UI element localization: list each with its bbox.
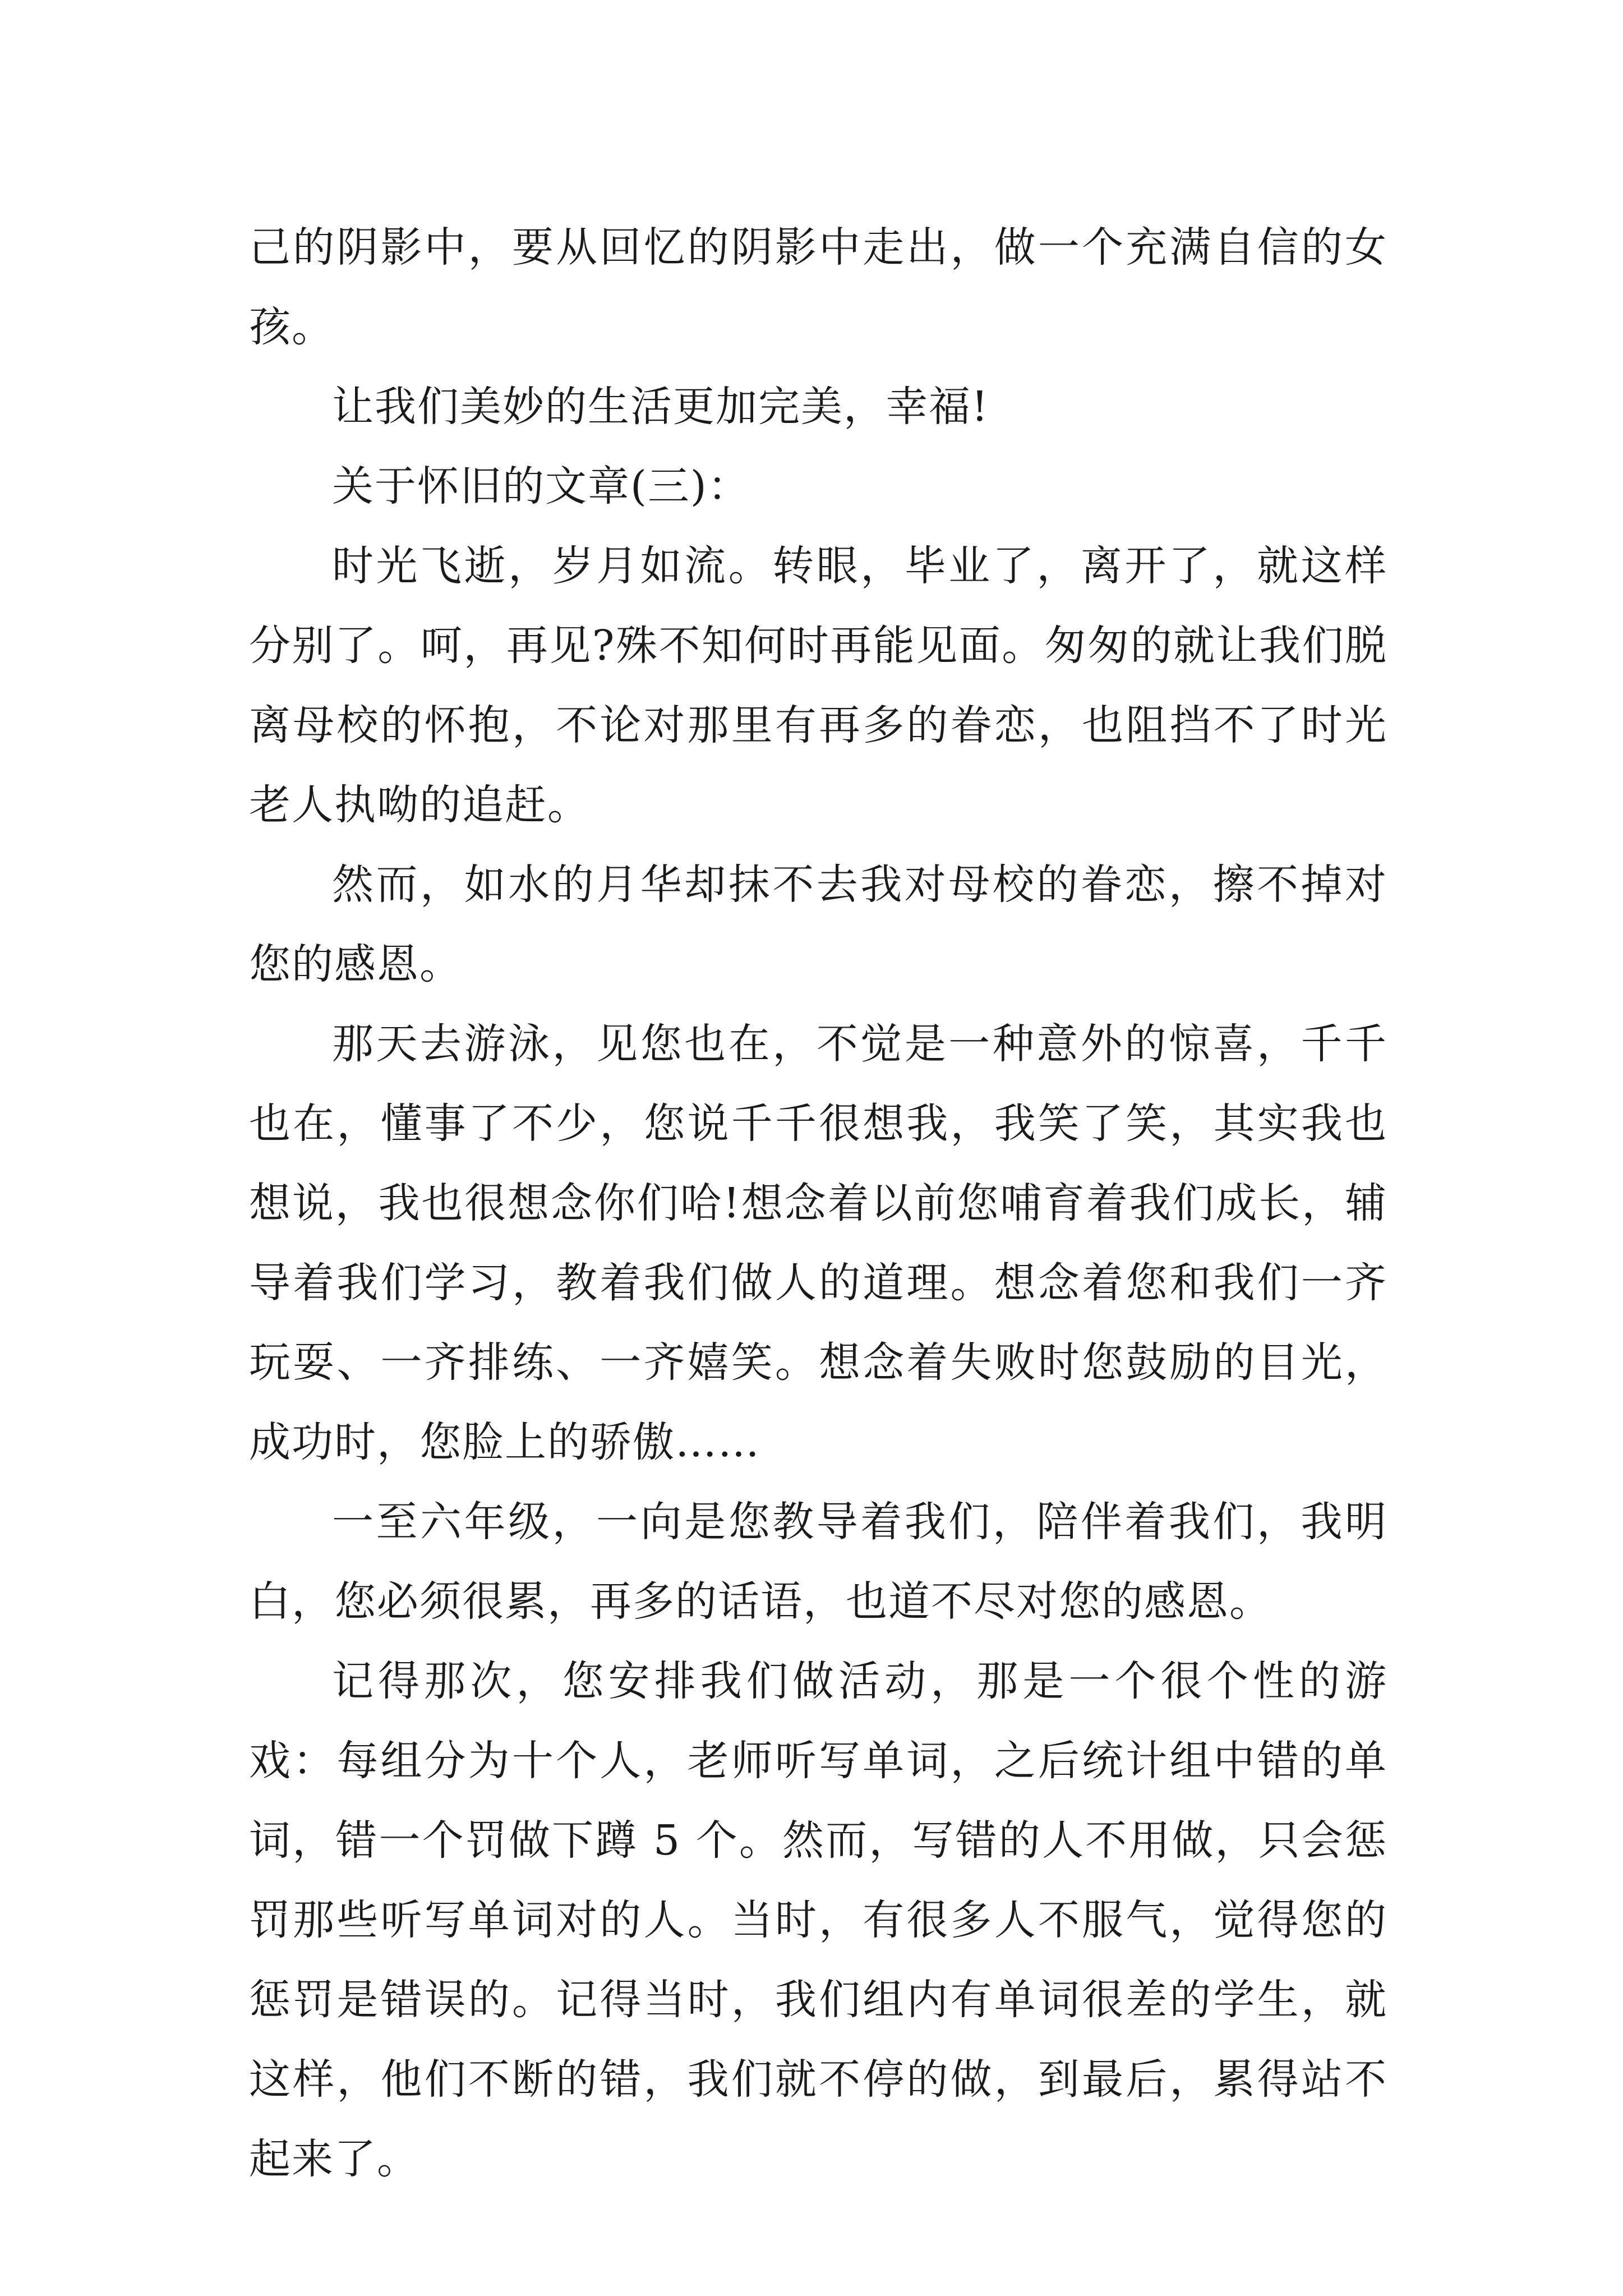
document-page bbox=[249, 208, 1387, 2199]
paragraph: 一至六年级，一向是您教导着我们，陪伴着我们，我明白，您必须很累，再多的话语，也道不尽对您的感恩。 bbox=[249, 1498, 1387, 1626]
paragraph-continuation: 己的阴影中，要从回忆的阴影中走出，做一个充满自信的女孩。 bbox=[249, 223, 1387, 351]
paragraph: 然而，如水的月华却抹不去我对母校的眷恋，擦不掉对您的感恩。 bbox=[249, 861, 1387, 988]
paragraph: 时光飞逝，岁月如流。转眼，毕业了，离开了，就这样分别了。呵，再见?殊不知何时再能见面。匆匆的就让我们脱离母校的怀抱，不论对那里有再多的眷恋，也阻挡不了时光老人执呦的追赶。 bbox=[249, 542, 1387, 829]
section-heading: 关于怀旧的文章(三)： bbox=[332, 462, 750, 510]
paragraph: 那天去游泳，见您也在，不觉是一种意外的惊喜，千千也在，懂事了不少，您说千千很想我，我笑了笑，其实我也想说，我也很想念你们哈!想念着以前您哺育着我们成长，辅导着我们学习，教着我们做人的道理。想念着您和我们一齐玩耍、一齐排练、一齐嬉笑。想念着失败时您鼓励的目光，成功时，您脸上的骄傲…… bbox=[249, 1020, 1387, 1466]
paragraph: 让我们美妙的生活更加完美，幸福! bbox=[332, 383, 989, 431]
paragraph: 记得那次，您安排我们做活动，那是一个很个性的游戏：每组分为十个人，老师听写单词，之后统计组中错的单词，错一个罚做下蹲 5 个。然而，写错的人不用做，只会惩罚那些听写单词对的人。当时，有很多人不服气，觉得您的惩罚是错误的。记得当时，我们组内有单词很差的学生，就这样，他们不断的错，我们就不停的做，到最后，累得站不起来了。 bbox=[249, 1657, 1387, 2183]
